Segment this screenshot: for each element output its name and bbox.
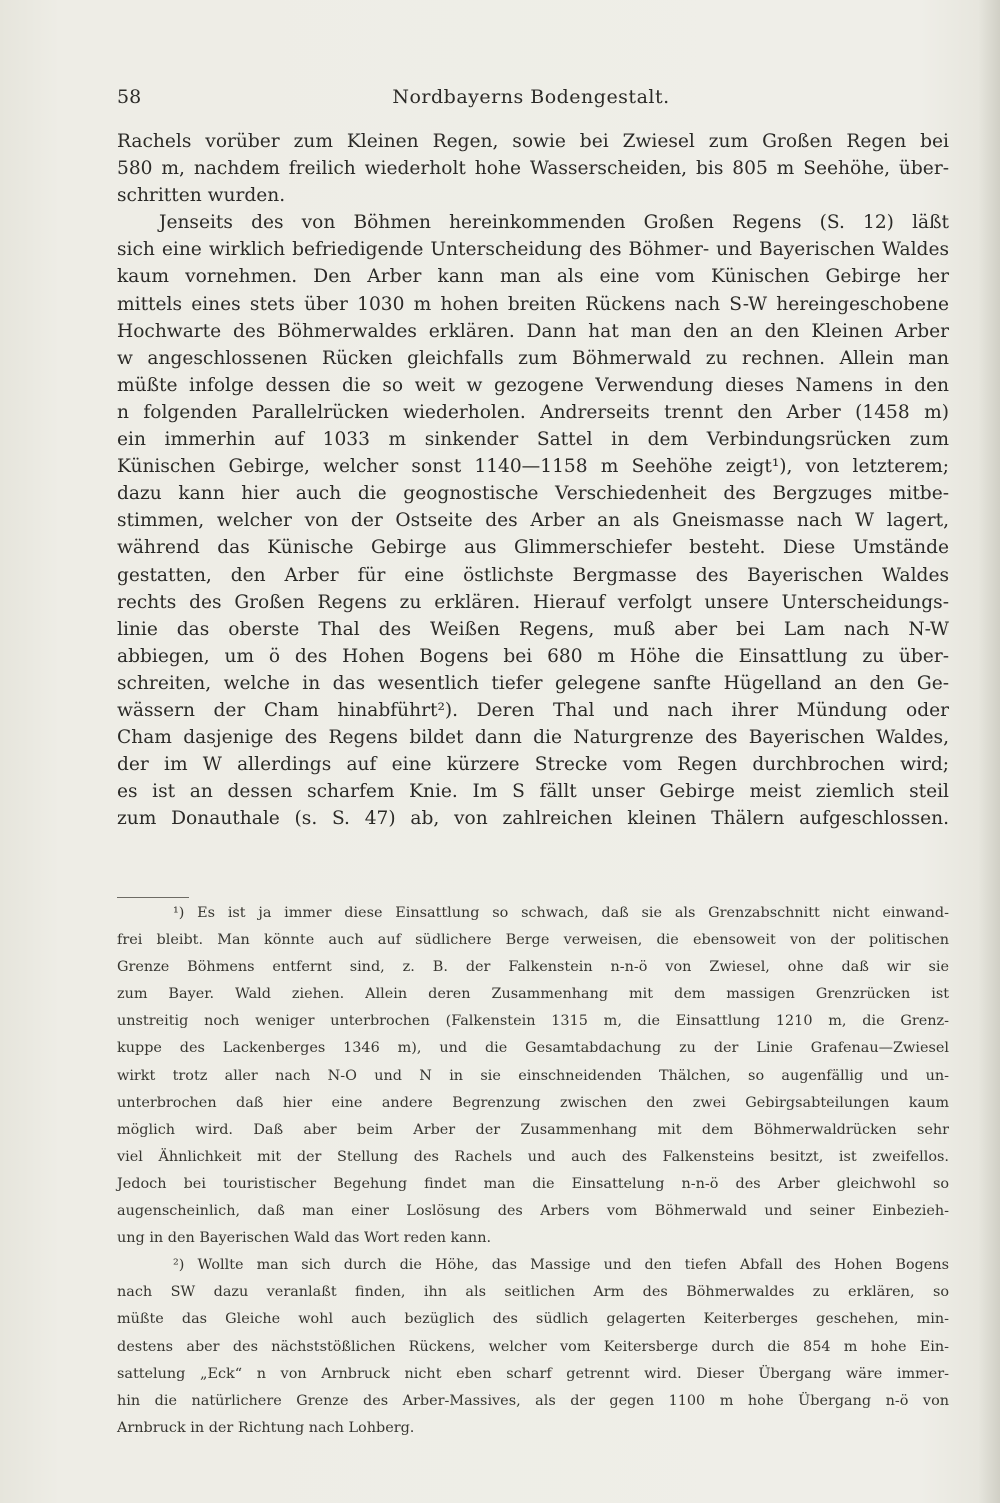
text-line: Rachels vorüber zum Kleinen Regen, sowie bei Zwiesel zum Großen Regen bei	[117, 131, 949, 152]
footnote-line: zum Bayer. Wald ziehen. Allein deren Zusammenhang mit dem massigen Grenzrücken ist	[117, 986, 949, 1003]
text-line: müßte infolge dessen die so weit w gezogene Verwendung dieses Namens in den	[117, 374, 949, 396]
text-line: linie das oberste Thal des Weißen Regens, muß aber bei Lam nach N-W	[117, 618, 949, 640]
footnote-line: augenscheinlich, daß man einer Loslösung des Arbers vom Böhmerwald und seiner Einbezieh-	[117, 1203, 949, 1220]
text-line: wässern der Cham hinabführt²). Deren Thal und nach ihrer Mündung oder	[117, 699, 949, 721]
text-line: zum Donauthale (s. S. 47) ab, von zahlreichen kleinen Thälern aufgeschlossen.	[117, 808, 949, 830]
paragraph-start-line: Jenseits des von Böhmen hereinkommenden Großen Regens (S. 12) läßt	[159, 212, 949, 234]
footnote-2-start: ²) Wollte man sich durch die Höhe, das Massige und den tiefen Abfall des Hohen Bogens	[173, 1257, 949, 1274]
page-number: 58	[117, 86, 142, 108]
footnote-line: Grenze Böhmens entfernt sind, z. B. der Falkenstein n-n-ö von Zwiesel, ohne daß wir sie	[117, 959, 949, 976]
text-line: Hochwarte des Böhmerwaldes erklären. Dann hat man den an den Kleinen Arber	[117, 320, 949, 342]
text-line: schreiten, welche in das wesentlich tiefer gelegene sanfte Hügelland an den Ge-	[117, 672, 949, 694]
footnote-line: wirkt trotz aller nach N-O und N in sie einschneidenden Thälchen, so augenfällig und un-	[117, 1067, 949, 1084]
running-head: Nordbayerns Bodengestalt.	[392, 86, 670, 108]
footnote-line: Arnbruck in der Richtung nach Lohberg.	[117, 1419, 415, 1436]
text-line: w angeschlossenen Rücken gleichfalls zum Böhmerwald zu rechnen. Allein man	[117, 347, 949, 369]
text-line: Cham dasjenige des Regens bildet dann die Naturgrenze des Bayerischen Waldes,	[117, 727, 949, 749]
footnotes	[117, 902, 949, 1444]
text-line: kaum vornehmen. Den Arber kann man als eine vom Künischen Gebirge her	[117, 266, 949, 288]
page-header	[117, 86, 945, 116]
text-line: der im W allerdings auf eine kürzere Strecke vom Regen durchbrochen wird;	[117, 754, 949, 776]
footnote-line: Jedoch bei touristischer Begehung findet man die Einsattelung n-n-ö des Arber gleichwohl so	[117, 1175, 949, 1192]
footnote-line: destens aber des nächststößlichen Rückens, welcher vom Keitersberge durch die 854 m hohe Ein-	[117, 1338, 949, 1355]
text-line: mittels eines stets über 1030 m hohen breiten Rückens nach S-W hereingeschobene	[117, 293, 949, 315]
text-line: abbiegen, um ö des Hohen Bogens bei 680 m Höhe die Einsattlung zu über-	[117, 645, 949, 667]
text-line: rechts des Großen Regens zu erklären. Hierauf verfolgt unsere Unterscheidungs-	[117, 591, 949, 613]
footnote-line: möglich wird. Daß aber beim Arber der Zusammenhang mit dem Böhmerwaldrücken sehr	[117, 1121, 949, 1138]
footnote-line: ung in den Bayerischen Wald das Wort reden kann.	[117, 1230, 492, 1247]
footnote-1-start: ¹) Es ist ja immer diese Einsattlung so schwach, daß sie als Grenzabschnitt nicht einwand-	[173, 905, 949, 921]
footnote-line: hin die natürlichere Grenze des Arber-Massives, als der gegen 1100 m hohe Übergang n-ö von	[117, 1392, 949, 1409]
footnote-line: kuppe des Lackenberges 1346 m), und die Gesamtabdachung zu der Linie Grafenau—Zwiesel	[117, 1040, 949, 1057]
footnote-line: nach SW dazu veranlaßt finden, ihn als seitlichen Arm des Böhmerwaldes zu erklären, so	[117, 1284, 949, 1301]
text-line: Künischen Gebirge, welcher sonst 1140—1158 m Seehöhe zeigt¹), von letzterem;	[117, 456, 949, 478]
text-line: sich eine wirklich befriedigende Unterscheidung des Böhmer- und Bayerischen Waldes	[117, 239, 949, 261]
text-line: schritten wurden.	[117, 185, 286, 207]
main-text	[117, 128, 949, 832]
text-line: während das Künische Gebirge aus Glimmerschiefer besteht. Diese Umstände	[117, 537, 949, 559]
footnote-line: unterbrochen daß hier eine andere Begrenzung zwischen den zwei Gebirgsabteilungen kaum	[117, 1094, 949, 1111]
footnote-divider	[117, 897, 189, 898]
text-line: 580 m, nachdem freilich wiederholt hohe Wasserscheiden, bis 805 m Seehöhe, über-	[117, 158, 949, 180]
footnote-line: viel Ähnlichkeit mit der Stellung des Rachels und auch des Falkensteins besitzt, ist zweifellos.	[117, 1148, 949, 1165]
footnote-line: unstreitig noch weniger unterbrochen (Falkenstein 1315 m, die Einsattlung 1210 m, die Grenz-	[117, 1013, 949, 1030]
footnote-line: sattelung „Eck“ n von Arnbruck nicht eben scharf getrennt wird. Dieser Übergang wäre immer-	[117, 1365, 949, 1382]
text-line: es ist an dessen scharfem Knie. Im S fällt unser Gebirge meist ziemlich steil	[117, 781, 949, 803]
text-line: stimmen, welcher von der Ostseite des Arber an als Gneismasse nach W lagert,	[117, 510, 949, 532]
footnote-line: frei bleibt. Man könnte auch auf südlichere Berge verweisen, die ebensoweit von der politischen	[117, 932, 949, 949]
text-line: ein immerhin auf 1033 m sinkender Sattel in dem Verbindungsrücken zum	[117, 429, 949, 451]
page-edge-shadow	[978, 0, 1000, 1503]
text-line: dazu kann hier auch die geognostische Verschiedenheit des Bergzuges mitbe-	[117, 483, 949, 505]
text-line: n folgenden Parallelrücken wiederholen. Andrerseits trennt den Arber (1458 m)	[117, 401, 949, 423]
footnote-line: müßte das Gleiche wohl auch bezüglich des südlich gelagerten Keiterberges geschehen, min-	[117, 1311, 949, 1328]
text-line: gestatten, den Arber für eine östlichste Bergmasse des Bayerischen Waldes	[117, 564, 949, 586]
